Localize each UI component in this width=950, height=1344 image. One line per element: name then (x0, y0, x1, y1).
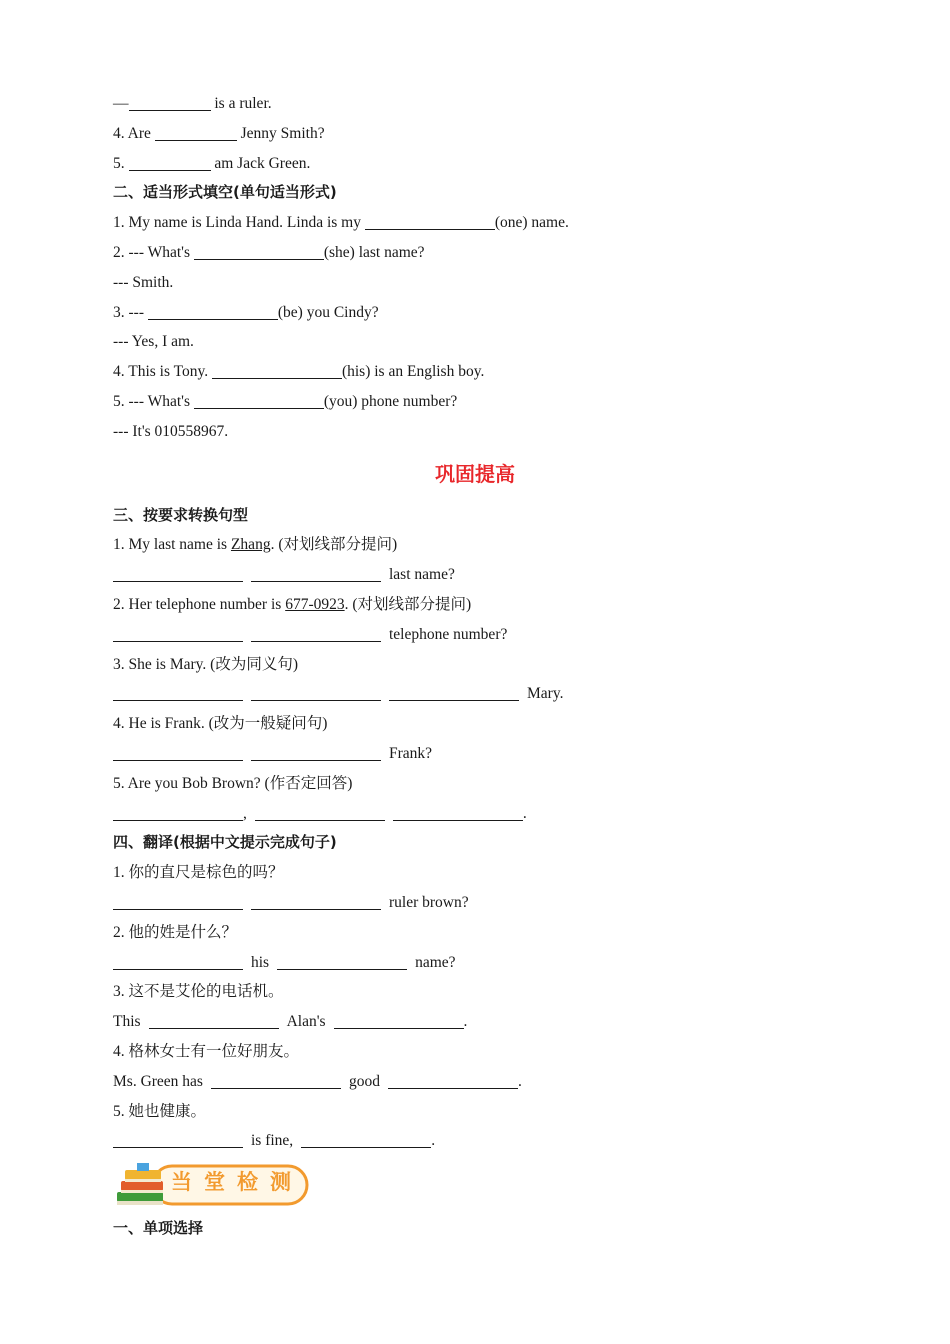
exercise-line: 4. This is Tony. (his) is an English boy. (113, 357, 853, 387)
answer-blank[interactable] (194, 241, 324, 260)
exercise-line: ruler brown? (113, 888, 853, 918)
answer-blank[interactable] (149, 1010, 279, 1029)
section-heading: 三、按要求转换句型 (113, 505, 249, 524)
underlined-word: Zhang (230, 536, 271, 554)
answer-blank[interactable] (251, 891, 381, 910)
answer-blank[interactable] (113, 682, 243, 701)
answer-blank[interactable] (212, 360, 342, 379)
consolidate-title: 巩固提高 (435, 461, 515, 486)
answer-blank[interactable] (251, 563, 381, 582)
exercise-line: 2. 他的姓是什么？ (113, 923, 238, 941)
answer-blank[interactable] (255, 802, 385, 821)
exercise-line: 2. --- What's (she) last name? (113, 238, 853, 268)
exercise-line: Mary. (113, 679, 853, 709)
underlined-word: 677-0923 (285, 595, 345, 613)
answer-blank[interactable] (251, 682, 381, 701)
answer-blank[interactable] (211, 1070, 341, 1089)
exercise-line: 2. Her telephone number is 677-0923. (对划线部分提问) (113, 595, 472, 613)
exercise-line: , . (113, 799, 853, 829)
answer-blank[interactable] (113, 623, 243, 642)
answer-blank[interactable] (194, 390, 324, 409)
exercise-line: his name? (113, 948, 853, 978)
exercise-line: 5. Are you Bob Brown? (作否定回答) (113, 774, 353, 792)
in-class-test-banner (113, 1156, 853, 1214)
answer-blank[interactable] (113, 563, 243, 582)
answer-blank[interactable] (129, 92, 211, 111)
section-heading: 一、单项选择 (113, 1219, 204, 1238)
exercise-line: last name? (113, 560, 853, 590)
exercise-line: 1. My last name is Zhang. (对划线部分提问) (113, 536, 398, 554)
exercise-line: 1. My name is Linda Hand. Linda is my (one) name. (113, 208, 853, 238)
answer-blank[interactable] (155, 122, 237, 141)
exercise-line: 3. --- (be) you Cindy? (113, 298, 853, 328)
worksheet-page (113, 89, 853, 1244)
answer-blank[interactable] (148, 301, 278, 320)
section-heading: 四、翻译(根据中文提示完成句子) (113, 833, 337, 852)
answer-blank[interactable] (301, 1129, 431, 1148)
answer-blank[interactable] (251, 742, 381, 761)
exercise-line: --- Smith. (113, 273, 174, 291)
exercise-line: 4. Are Jenny Smith? (113, 119, 853, 149)
answer-blank[interactable] (113, 891, 243, 910)
exercise-line: telephone number? (113, 620, 853, 650)
exercise-line: — is a ruler. (113, 89, 853, 119)
exercise-line: --- Yes, I am. (113, 333, 194, 351)
exercise-line: 4. 格林女士有一位好朋友。 (113, 1042, 300, 1060)
exercise-line: 1. 你的直尺是棕色的吗？ (113, 864, 284, 882)
answer-blank[interactable] (129, 152, 211, 171)
exercise-line: 5. 她也健康。 (113, 1102, 207, 1120)
exercise-line: 3. She is Mary. (改为同义句) (113, 655, 298, 673)
exercise-line: is fine, . (113, 1126, 853, 1156)
section-heading: 二、适当形式填空(单句适当形式) (113, 183, 337, 202)
answer-blank[interactable] (365, 211, 495, 230)
answer-blank[interactable] (389, 682, 519, 701)
answer-blank[interactable] (113, 742, 243, 761)
exercise-line: 5. am Jack Green. (113, 149, 853, 179)
answer-blank[interactable] (113, 1129, 243, 1148)
exercise-line: This Alan's . (113, 1007, 853, 1037)
exercise-line: 5. --- What's (you) phone number? (113, 387, 853, 417)
answer-blank[interactable] (334, 1010, 464, 1029)
exercise-line: 3. 这不是艾伦的电话机。 (113, 983, 284, 1001)
exercise-line: --- It's 010558967. (113, 422, 229, 440)
answer-blank[interactable] (251, 623, 381, 642)
answer-blank[interactable] (388, 1070, 518, 1089)
exercise-line: 4. He is Frank. (改为一般疑问句) (113, 715, 328, 733)
answer-blank[interactable] (113, 951, 243, 970)
answer-blank[interactable] (113, 802, 243, 821)
answer-blank[interactable] (393, 802, 523, 821)
answer-blank[interactable] (277, 951, 407, 970)
exercise-line: Frank? (113, 739, 853, 769)
exercise-line: Ms. Green has good . (113, 1067, 853, 1097)
badge-label: 当堂检测 (171, 1170, 303, 1195)
